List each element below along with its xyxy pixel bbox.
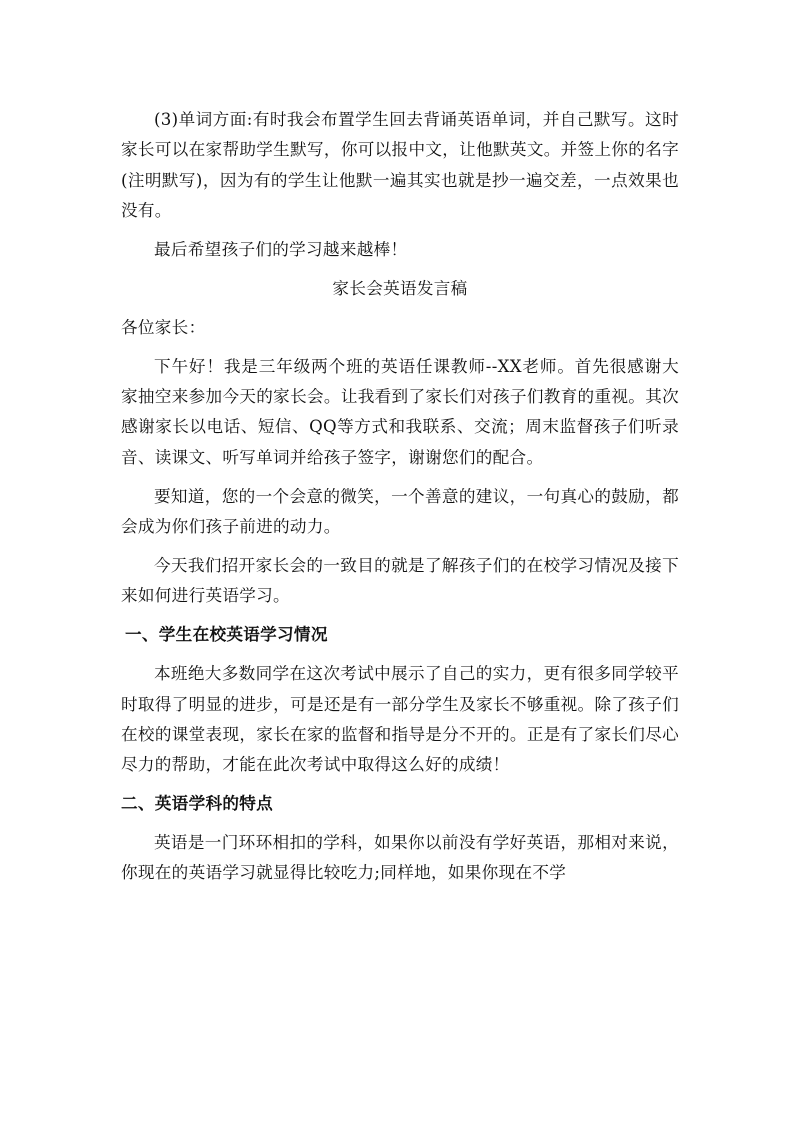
- greeting: 各位家长：: [121, 317, 206, 337]
- speech-title: 家长会英语发言稿: [332, 278, 468, 298]
- subject-features-paragraph: 英语是一门环环相扣的学科，如果你以前没有学好英语，那相对来说，你现在的英语学习就显得比较吃力;同样地，如果你现在不学: [121, 833, 679, 883]
- opening-paragraph: 下午好！我是三年级两个班的英语任课教师--XX老师。首先很感谢大家抽空来参加今天的家长会。让我看到了家长们对孩子们教育的重视。其次感谢家长以电话、短信、QQ等方式和我联系、交流；周末监督孩子们听录音、读课文、听写单词并给孩子签字，谢谢您们的配合。: [121, 356, 679, 467]
- section-heading-study-situation: 一、学生在校英语学习情况: [125, 625, 328, 645]
- study-situation-paragraph: 本班绝大多数同学在这次考试中展示了自己的实力，更有很多同学较平时取得了明显的进步，可是还是有一部分学生及家长不够重视。除了孩子们在校的课堂表现，家长在家的监督和指导是分不开的。正是有了家长们尽心尽力的帮助，才能在此次考试中取得这么好的成绩！: [121, 664, 679, 775]
- closing-wish-paragraph: 最后希望孩子们的学习越来越棒！: [154, 239, 408, 259]
- section-heading-subject-features: 二、英语学科的特点: [121, 794, 274, 814]
- vocabulary-paragraph: (3)单词方面:有时我会布置学生回去背诵英语单词，并自己默写。这时家长可以在家帮助学生默写，你可以报中文，让他默英文。并签上你的名字(注明默写)，因为有的学生让他默一遍其实也就是抄一遍交差，一点效果也没有。: [121, 110, 679, 220]
- document-body: [121, 105, 679, 889]
- meeting-purpose-paragraph: 今天我们招开家长会的一致目的就是了解孩子们的在校学习情况及接下来如何进行英语学习。: [121, 555, 679, 606]
- encouragement-paragraph: 要知道，您的一个会意的微笑，一个善意的建议，一句真心的鼓励，都会成为你们孩子前进的动力。: [121, 486, 679, 536]
